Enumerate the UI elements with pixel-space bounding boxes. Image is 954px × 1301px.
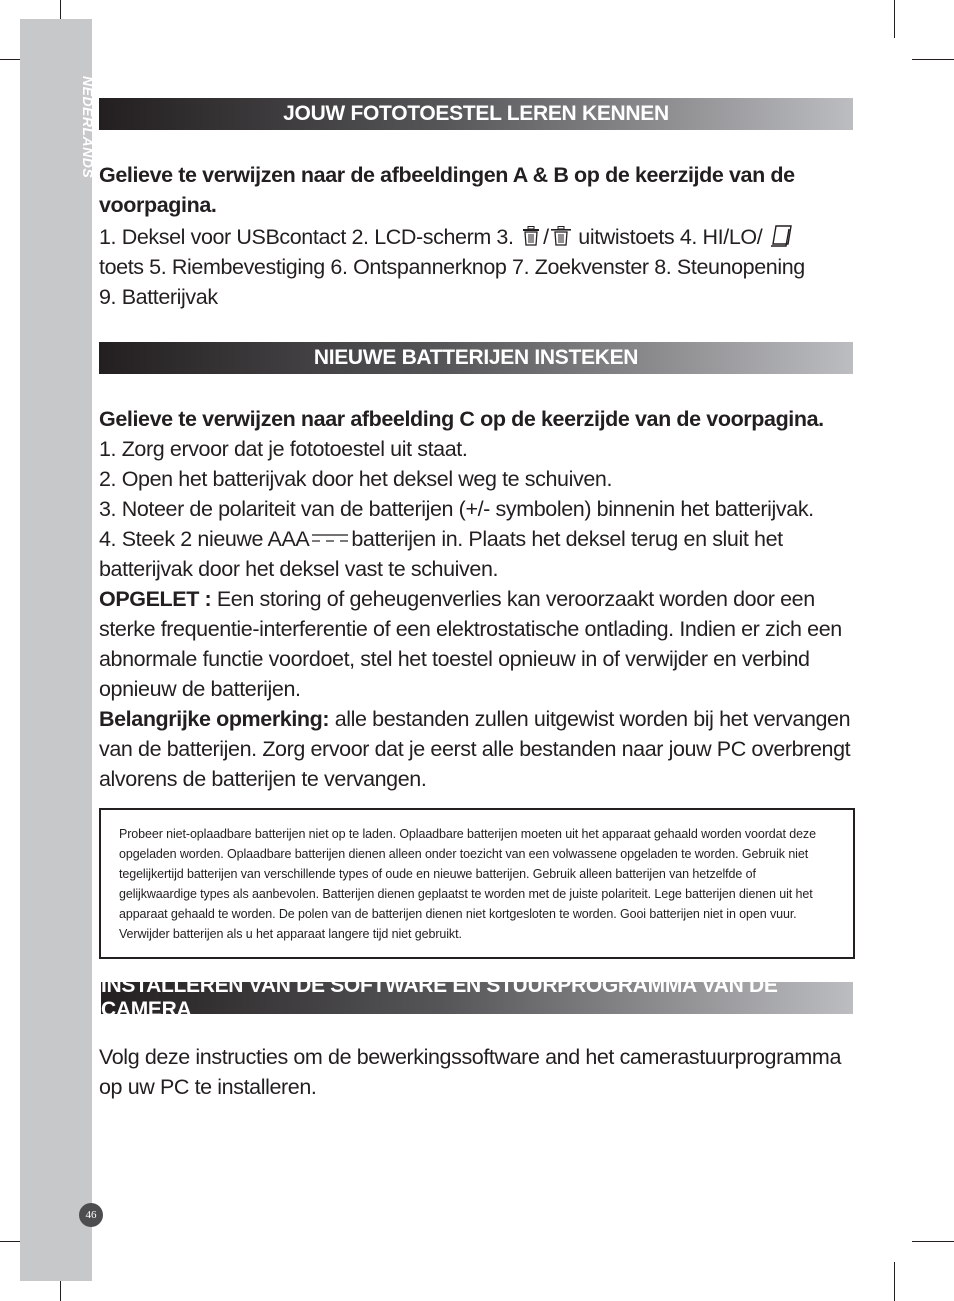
warning-text: Een storing of geheugenverlies kan veroorzaakt worden door een sterke frequentie-interferentie of een elektrostatische ontlading. Indien er zich een abnormale functie voordoet, stel het toestel opnieuw in of verwijder en verbind opnieuw de batterijen. [99, 587, 842, 701]
warning-label: OPGELET : [99, 587, 212, 611]
items-part-c: toets 5. Riembevestiging 6. Ontspannerknop 7. Zoekvenster 8. Steunopening [99, 255, 805, 279]
battery-step-1: 1. Zorg ervoor dat je fototoestel uit staat. [99, 437, 468, 461]
section1-items [99, 222, 859, 312]
battery-step-4 [99, 524, 859, 554]
memory-card-icon [768, 223, 794, 249]
battery-step-4-start: 4. Steek 2 nieuwe AAA [99, 527, 310, 551]
section-header-batteries: NIEUWE BATTERIJEN INSTEKEN [99, 342, 853, 374]
trash-all-icon [549, 224, 573, 248]
crop-mark [912, 59, 954, 60]
items-part-b: uitwistoets 4. HI/LO/ [578, 225, 763, 249]
slash-separator: / [543, 225, 549, 249]
section2-body [99, 404, 859, 794]
important-note [99, 704, 859, 794]
dc-symbol-icon [312, 532, 348, 544]
section2-intro: Gelieve te verwijzen naar afbeelding C op de keerzijde van de voorpagina. [99, 407, 824, 431]
battery-step-4-end: batterijen in. Plaats het deksel terug en sluit het [351, 527, 783, 551]
trash-icon [519, 224, 543, 248]
page-number: 46 [79, 1203, 103, 1227]
section1-intro: Gelieve te verwijzen naar de afbeeldingen A & B op de keerzijde van de voorpagina. [99, 163, 795, 217]
crop-mark [894, 0, 895, 38]
battery-step-3: 3. Noteer de polariteit van de batterijen (+/- symbolen) binnenin het batterijvak. [99, 497, 814, 521]
battery-step-4-cont: batterijvak door het deksel vast te schuiven. [99, 557, 499, 581]
battery-notice-box: Probeer niet-oplaadbare batterijen niet op te laden. Oplaadbare batterijen moeten uit het apparaat gehaald worden voordat deze opgeladen worden. Oplaadbare batterijen dienen alleen onder toezicht van een volwassene opgeladen te worden. Gebruik niet tegelijkertijd batterijen van verschillende types of oude en nieuwe batterijen. Gebruik alleen batterijen van hetzelfde of gelijkwaardige types als aanbevolen. Batterijen dienen geplaatst te worden met de juiste polariteit. Lege batterijen dienen uit het apparaat gehaald te worden. De polen van de batterijen dienen niet kortgesloten te worden. Gooi batterijen niet in open vuur. Verwijder batterijen als u het apparaat langere tijd niet gebruikt. [99, 808, 855, 959]
language-label: NEDERLANDS [80, 76, 96, 179]
section-header-software: INSTALLEREN VAN DE SOFTWARE EN STUURPROGRAMMA VAN DE CAMERA [101, 982, 853, 1014]
note-label: Belangrijke opmerking: [99, 707, 330, 731]
battery-step-2: 2. Open het batterijvak door het deksel weg te schuiven. [99, 467, 613, 491]
crop-mark [894, 1262, 895, 1301]
section3-text: Volg deze instructies om de bewerkingssoftware and het camerastuurprogramma op uw PC te installeren. [99, 1045, 841, 1099]
crop-mark [912, 1241, 954, 1242]
items-part-a: 1. Deksel voor USBcontact 2. LCD-scherm 3. [99, 225, 514, 249]
warning-paragraph [99, 584, 859, 704]
section-header-camera-intro: JOUW FOTOTOESTEL LEREN KENNEN [99, 98, 853, 130]
items-part-d: 9. Batterijvak [99, 285, 218, 309]
note-text: alle bestanden zullen uitgewist worden bij het vervangen van de batterijen. Zorg ervoor dat je eerst alle bestanden naar jouw PC overbrengt alvorens de batterijen te vervangen. [99, 707, 851, 791]
